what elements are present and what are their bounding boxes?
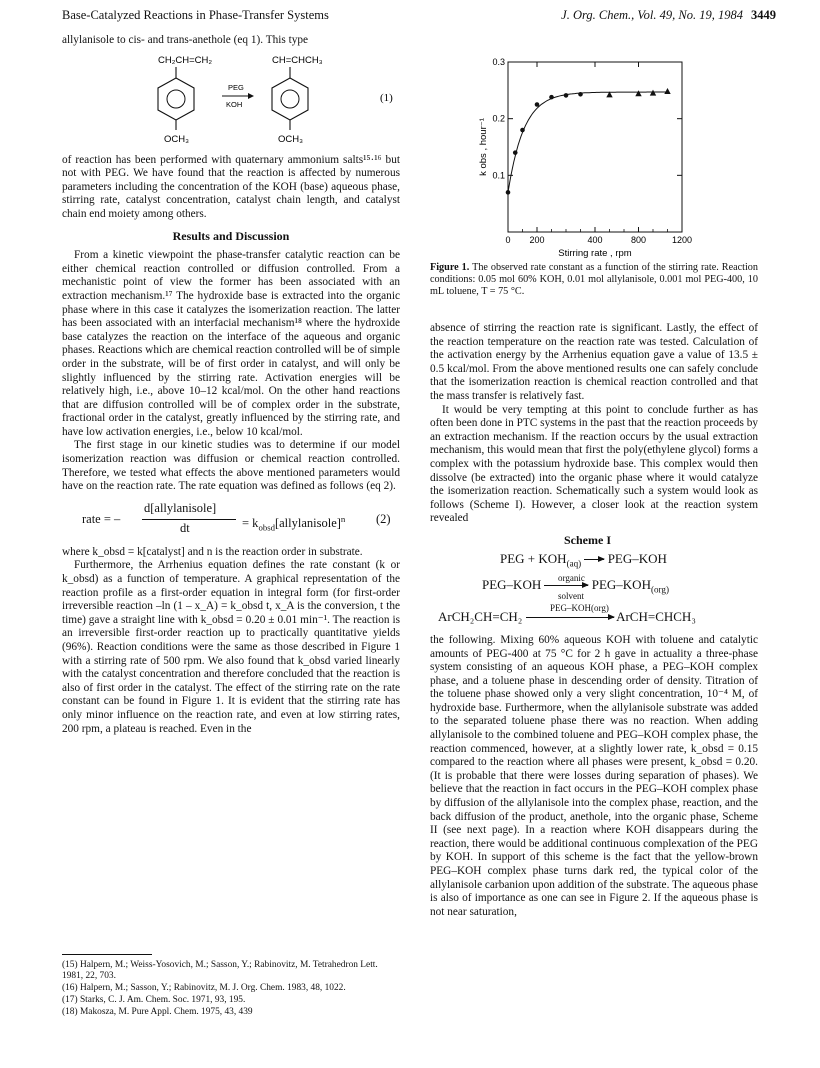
y-tick-label: 0.1 [492,170,505,181]
footnote-17: (17) Starks, C. J. Am. Chem. Soc. 1971, 93, 195. [62,994,246,1005]
intro-line: allylanisole to cis- and trans-anethole (eq 1). This type [62,34,309,46]
footnote-15: (15) Halpern, M.; Weiss-Yosovich, M.; Sasson, Y.; Rabinovitz, M. Tetrahedron Lett. 1981, 22, 703. [62,960,378,982]
scheme-l2-top: organic [558,572,585,583]
product-ring [272,67,308,130]
scheme-arrow-3 [526,617,614,618]
data-point-circle [513,150,518,155]
y-axis-label: k obs , hour⁻¹ [478,118,489,176]
caption-text: The observed rate constant as a function of the stirring rate. Reaction conditions: 0.05 mol 60% KOH, 0.01 mol allylanisole, 0.001 mol PEG-400, 10 mL toluene, T = 75 °C. [430,262,758,298]
data-point-triangle [635,90,641,96]
paragraph-r2: It would be very tempting at this point to conclude further as has often been done in PTC systems in the past that the reaction proceeds by an extraction mechanism. If the reaction occurs by the usual extraction mechanism, this would mean that first the poly(ethylene glycol) forms a complex with the potassium hydroxide base. This complex would then dissolve (be extracted) into the organic phase where it would catalyze the isomerization reaction. Schematically such a system would look as follows (Scheme I). However, a closer look at the reaction system revealed [430,403,758,525]
equation-1 [62,52,400,148]
left-column [62,34,400,736]
scheme-l1-left-sub: (aq) [566,558,582,569]
figure-1-caption [430,262,758,299]
y-tick-label: 0.3 [492,57,505,67]
scheme-arrow-2 [544,585,588,586]
x-axis-label: Stirring rate , rpm [558,248,632,259]
scheme-title: Scheme I [564,532,611,547]
eq2-k-sub: obsd [258,522,275,533]
chart-fit-curve [508,92,668,192]
chart-ticks [492,57,692,245]
running-header-title: Base-Catalyzed Reactions in Phase-Transfer Systems [62,8,329,22]
eq2-order: n [340,513,346,524]
data-point-circle [578,92,583,97]
eq2-conc: [allylanisole] [274,516,341,530]
x-tick-label: 1200 [671,235,693,245]
running-header-journal [561,8,776,23]
page-number: 3449 [751,8,776,22]
paragraph-r1: absence of stirring the reaction rate is significant. Lastly, the effect of the reaction temperature on the reaction rate was tested. Calculation of the activation energy by the Arrhenius equation gave a value of 13.5 ± 0.5 kcal/mol. From the above mentioned results one can safely conclude that the isomerization reaction is chemical reaction controlled and that the mass transfer is relatively fast. [430,322,758,402]
paragraph-3: The first stage in our kinetic studies was to determine if our model isomerization reaction was diffusion or chemical reaction controlled. Therefore, we tested what effects the above mentioned parameters would have on the reaction rate. The rate equation was defined as follows (eq 2). [62,439,400,493]
right-column [430,322,758,919]
equation-2 [62,500,400,542]
plot-frame [508,62,682,232]
footnotes [62,960,400,1018]
chart-axes [508,62,682,232]
scheme-l2-right-sub: (org) [650,584,669,595]
scheme-l1-left: PEG + KOH [500,550,567,566]
eq2-k: = k [242,516,259,530]
data-point-circle [564,93,569,98]
isomerization-scheme [62,52,400,148]
scheme-l3-top: PEG–KOH(org) [550,602,609,613]
reactant-ring [158,67,194,130]
eq2-numerator: d[allylanisole] [144,500,217,515]
data-point-circle [520,128,525,133]
arrow-top-label: PEG [228,82,244,92]
fit-curve-line [508,92,668,192]
reactant-bottom-label: OCH₃ [164,133,189,145]
x-tick-label: 200 [529,235,545,245]
data-point-circle [549,95,554,100]
x-tick-label: 0 [505,235,511,245]
x-tick-label: 800 [630,235,647,245]
eq2-rhs [242,513,345,535]
paragraph-2: From a kinetic viewpoint the phase-transfer catalytic reaction can be either chemical reaction controlled or diffusion controlled. From a mechanistic point of view the former has been associated with an extraction mechanism.¹⁷ The hydroxide base is extracted into the organic phase where in this case it catalyzes the isomerization reaction. The latter has been associated with an interfacial mechanism¹⁸ where the hydroxide base catalyzes the reaction on the interface of the aqueous and organic phases. Reactions which are chemical reaction controlled will be of simple order in the substrate, will be of first order in catalyst, and will only be slightly influenced by the stirring rate. Activation energies will be relatively high, i.e., above 10–12 kcal/mol. On the other hand reactions that are diffusion controlled will be of complex order in the substrate, fractional order in the catalyst, greatly influenced by the stirring rate, and have low activation energies, i.e., below 10 kcal/mol. [62,249,400,438]
equation-number-1: (1) [380,91,393,104]
product-top-label: CH=CHCH₃ [272,54,323,66]
eq2-denominator: dt [180,520,190,535]
journal-citation: J. Org. Chem., Vol. 49, No. 19, 1984 [561,8,743,22]
scheme-l2-left: PEG–KOH [482,576,542,592]
data-point-circle [506,190,511,195]
chart-points [506,88,671,195]
scheme-l3-right: ArCH=CHCH₃ [616,608,696,624]
scheme-l2-right: PEG–KOH [591,576,651,592]
paragraph-5: Furthermore, the Arrhenius equation defines the rate constant (k or k_obsd) as a function of temperature. A graphical representation of the reaction profile as a first-order equation in integral form (for first-order irreversible reaction –ln (1 – x_A) = k_obsd t, x_A is the conversion, t the time) gave a straight line with k_obsd = 0.20 ± 0.01 min⁻¹. The reaction is an irreversible first-order reaction up to practically quantitative yields (96%). Reaction conditions were the same as those described in Figure 1 with a stirring rate of 500 rpm. We also found that k_obsd varied linearly with the catalyst concentration and therefore concluded that the reaction is also of first order in the catalyst. The effect of the stirring rate on the rate constant can be found in Figure 1. It is evident that the stirring rate has only minor influence on the reaction rate, and even at low stirring rates, 200 rpm, a plateau is reached. Even in the [62,559,400,735]
data-point-triangle [664,88,670,94]
data-point-circle [535,102,540,107]
reaction-arrow [222,93,254,99]
eq2-fraction-bar [142,519,236,520]
scheme-1 [430,532,758,628]
footnote-18: (18) Makosza, M. Pure Appl. Chem. 1975, 43, 439 [62,1006,253,1017]
scheme-l3-left: ArCH₂CH=CH₂ [438,608,523,624]
equation-number-2: (2) [376,511,391,526]
y-tick-label: 0.2 [492,113,505,124]
arrow-bottom-label: KOH [226,99,243,109]
paragraph-4: where k_obsd = k[catalyst] and n is the reaction order in substrate. [62,545,363,558]
product-bottom-label: OCH₃ [278,133,303,145]
x-tick-label: 400 [587,235,603,245]
figure-1-chart [470,56,720,261]
scheme-l2-bottom: solvent [558,590,584,601]
paragraph-r3: the following. Mixing 60% aqueous KOH with toluene and catalytic amounts of PEG-400 at 75 °C for 2 h gave in actuality a three-phase system consisting of an aqueous KOH phase, a PEG–KOH complex phase, and a toluene phase in descending order of density. Titration of the toluene phase showed only a very slight concentration, 10⁻⁴ M, of hydroxide base. Furthermore, when the allylanisole substrate was added to the separated toluene phase there was no reaction. When adding allylanisole to the combined toluene and PEG–KOH complex phase, the reaction commenced, however, at a slightly lower rate, k_obsd = 0.15 compared to the reaction where all phases were present, k_obsd = 0.20. (It is probable that there were losses during separation of phases). We believe that the reaction in fact occurs in the PEG–KOH complex phase by diffusion of the allylanisole into the complex phase, reaction, and the back diffusion of the product, anethole, into the organic phase, Scheme II (see next page). In a reaction where KOH disappears during the reaction, there would be additional continuous complexation of the PEG by KOH. In support of this scheme is the fact that the yellow-brown PEG–KOH complex phase turns dark red, the typical color of the allylanisole carbanion upon addition of the substrate. The aqueous phase is also of importance as one can see in Figure 2. If the aqueous phase is not near saturation, [430,633,758,918]
data-point-triangle [650,90,656,96]
caption-label: Figure 1. [430,262,470,273]
eq2-lhs: rate = – [82,511,121,526]
scheme-arrow-1 [584,559,604,560]
scheme-l1-right: PEG–KOH [607,550,667,566]
section-title: Results and Discussion [172,228,290,243]
footnote-rule [62,954,152,955]
reactant-top-label: CH₂CH=CH₂ [158,54,213,66]
scheme-line-1 [500,552,667,571]
paragraph-1: of reaction has been performed with quaternary ammonium salts¹⁵·¹⁶ but not with PEG. We have found that the reaction is affected by numerous parameters including the concentration of the KOH (base) aqueous phase, stirring rate, catalyst concentration, catalyst chain length, and catalyst chain end moiety among others. [62,153,400,220]
footnote-16: (16) Halpern, M.; Sasson, Y.; Rabinovitz, M. J. Org. Chem. 1983, 48, 1022. [62,983,346,994]
